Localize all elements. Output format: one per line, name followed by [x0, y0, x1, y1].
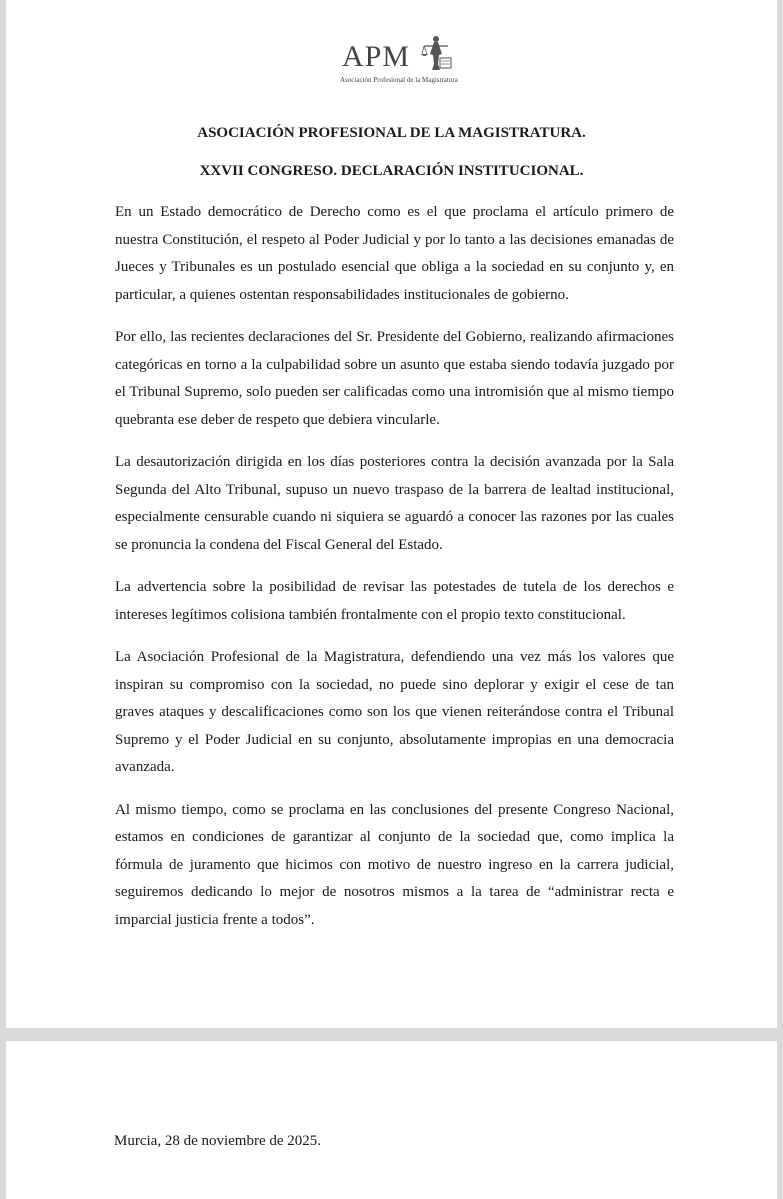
logo-subtitle: Asociación Profesional de la Magistratura — [340, 76, 458, 84]
paragraph: Por ello, las recientes declaraciones del Sr. Presidente del Gobierno, realizando afirmaciones categóricas en torno a la culpabilidad sobre un asunto que estaba siendo todavía juzgado por el Tribunal Supremo, solo pueden ser calificadas como una intromisión que al mismo tiempo quebranta ese deber de respeto que debiera vincularle. — [115, 329, 674, 428]
document-title: ASOCIACIÓN PROFESIONAL DE LA MAGISTRATURA. — [197, 125, 586, 141]
paragraph: La advertencia sobre la posibilidad de revisar las potestades de tutela de los derechos e intereses legítimos colisiona también frontalmente con el propio texto constitucional. — [115, 579, 674, 623]
apm-logo — [336, 32, 456, 90]
scales-of-justice-emblem-icon — [420, 34, 452, 72]
place-and-date: Murcia, 28 de noviembre de 2025. — [114, 1133, 322, 1149]
paragraph: La Asociación Profesional de la Magistratura, defendiendo una vez más los valores que inspiran su compromiso con la sociedad, no puede sino deplorar y exigir el cese de tan graves ataques y descalificaciones como son los que vienen reiterándose contra el Tribunal Supremo y el Poder Judicial en su conjunto, absolutamente impropias en una democracia avanzada. — [115, 649, 674, 775]
document-subtitle: XXVII CONGRESO. DECLARACIÓN INSTITUCIONAL. — [199, 163, 584, 179]
declaration-body — [115, 199, 674, 949]
logo-text: APM — [342, 40, 411, 73]
paragraph: La desautorización dirigida en los días posteriores contra la decisión avanzada por la Sala Segunda del Alto Tribunal, supuso un nuevo traspaso de la barrera de lealtad institucional, especialmente censurable cuando ni siquiera se aguardó a conocer las razones por las cuales se pronuncia la condena del Fiscal General del Estado. — [115, 454, 674, 553]
paragraph: Al mismo tiempo, como se proclama en las conclusiones del presente Congreso Nacional, estamos en condiciones de garantizar al conjunto de la sociedad que, como implica la fórmula de juramento que hicimos con motivo de nuestro ingreso en la carrera judicial, seguiremos dedicando lo mejor de nosotros mismos a la tarea de “administrar recta e imparcial justicia frente a todos”. — [115, 801, 674, 928]
document-page-1 — [6, 0, 777, 1028]
paragraph: En un Estado democrático de Derecho como es el que proclama el artículo primero de nuestra Constitución, el respeto al Poder Judicial y por lo tanto a las decisiones emanadas de Jueces y Tribunales es un postulado esencial que obliga a la sociedad en su conjunto y, en particular, a quienes ostentan responsabilidades institucionales de gobierno. — [115, 204, 674, 303]
document-page-2 — [6, 1041, 777, 1199]
